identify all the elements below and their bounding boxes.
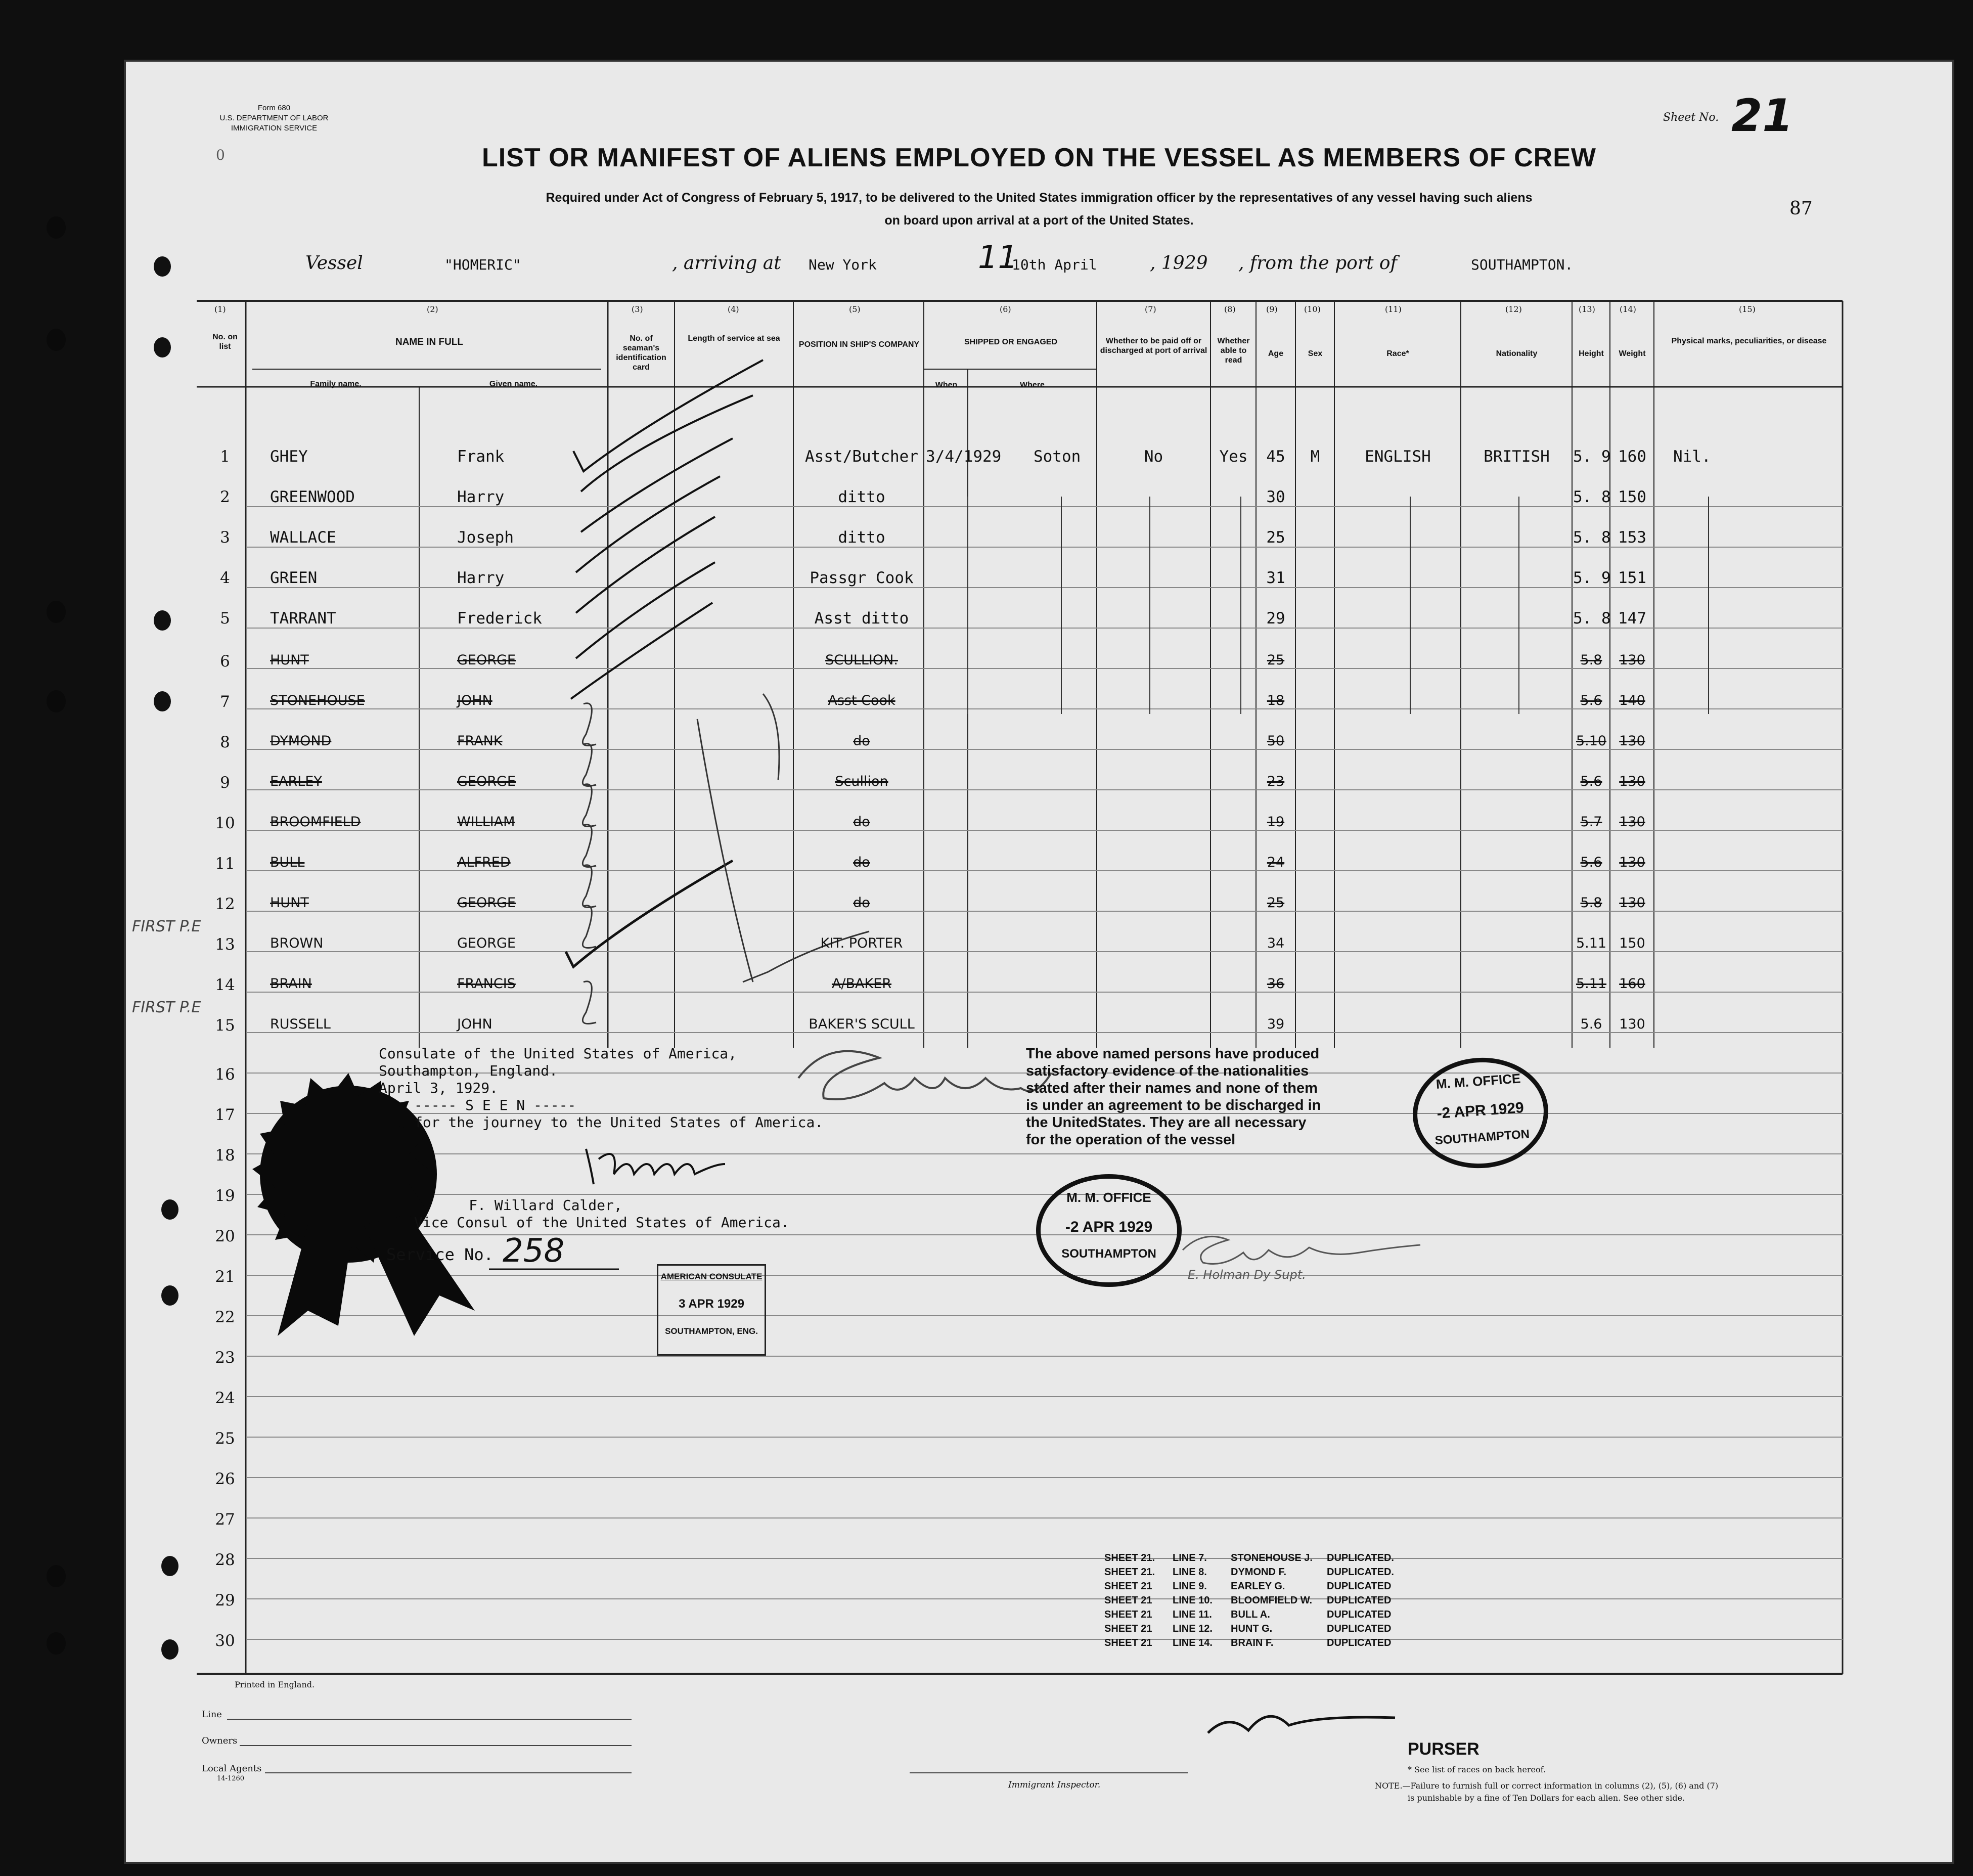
header-paid-off: Whether to be paid off or discharged at port of arrival [1100,337,1207,355]
height: 5. 8 [1573,488,1611,506]
col-num-1: (1) [214,304,226,314]
sheet-label: Sheet No. [1663,111,1719,124]
consul-name: F. Willard Calder, [469,1197,622,1214]
duplicate-status: DUPLICATED [1327,1595,1392,1606]
margin-note-first-pe: FIRST P.E [132,999,201,1016]
year-label: , 1929 [1150,253,1208,274]
weight: 130 [1619,855,1645,870]
duplicate-sheet: SHEET 21 [1104,1595,1152,1606]
duplicate-sheet: SHEET 21. [1104,1552,1155,1564]
line-number: 21 [215,1268,235,1286]
weight: 151 [1618,569,1646,587]
line-number: 28 [215,1551,235,1569]
duplicate-status: DUPLICATED. [1327,1567,1394,1578]
row-number: 6 [220,652,230,671]
weight: 150 [1618,488,1646,506]
age: 30 [1266,488,1285,506]
family-name: BRAIN [270,976,312,992]
height: 5.6 [1580,774,1602,789]
given-name: GEORGE [457,652,516,668]
header-age: Age [1268,349,1284,358]
given-name: JOHN [457,693,492,708]
col-num-2: (2) [427,304,438,314]
weight: 130 [1619,733,1645,749]
family-name: GREEN [270,569,318,587]
duplicate-name: HUNT G. [1231,1623,1273,1634]
form-code: 14-1260 [217,1775,245,1782]
able-to-read: Yes [1219,448,1248,466]
height: 5.6 [1580,693,1602,708]
arriving-label: , arriving at [672,253,781,274]
age: 34 [1267,935,1285,951]
col-num-7: (7) [1145,304,1156,314]
col-num-13: (13) [1579,304,1595,314]
family-name: HUNT [270,895,309,911]
row-number: 4 [220,569,230,587]
department-name: U.S. DEPARTMENT OF LABOR [219,114,329,122]
given-name: FRANCIS [457,976,516,992]
family-name: GHEY [270,448,308,466]
row-number: 3 [220,528,230,547]
col-num-11: (11) [1385,304,1402,314]
arrival-date: 10th April [1012,256,1097,273]
row-number: 11 [215,855,235,873]
height: 5.6 [1580,855,1602,870]
binder-hole [47,329,66,351]
given-name: Joseph [457,528,514,547]
certification-line-1: The above named persons have produced [1026,1046,1320,1062]
header-family-name: Family name. [310,380,362,388]
header-where: Where [1020,381,1045,389]
age: 39 [1267,1016,1285,1032]
given-name: WILLIAM [457,814,515,830]
family-name: BULL [270,855,305,870]
line-number: 19 [215,1187,235,1205]
row-number: 5 [220,609,230,628]
arriving-port: New York [809,256,877,273]
weight: 150 [1619,935,1645,951]
age: 18 [1267,693,1285,708]
row-number: 8 [220,733,230,751]
position: do [853,895,870,911]
position: do [853,733,870,749]
duplicate-status: DUPLICATED [1327,1609,1392,1620]
line-number: 26 [215,1470,235,1488]
duplicate-name: EARLEY G. [1231,1581,1285,1592]
duplicate-line: LINE 10. [1173,1595,1213,1606]
vessel-name: "HOMERIC" [444,256,521,273]
page-number: 87 [1789,198,1813,219]
holman-signature: E. Holman Dy Supt. [1188,1268,1306,1282]
line-number: 24 [215,1389,235,1407]
height: 5.6 [1580,1016,1602,1032]
penalty-note: NOTE.—Failure to furnish full or correct information in columns (2), (5), (6) and (7) [1375,1781,1719,1791]
line-number: 17 [215,1106,235,1124]
height: 5.11 [1576,935,1607,951]
header-position: POSITION IN SHIP'S COMPANY [798,340,920,349]
height: 5.7 [1580,814,1602,830]
col-num-10: (10) [1304,304,1321,314]
weight: 160 [1618,448,1646,466]
sex: M [1310,448,1320,466]
given-name: Frederick [457,609,542,628]
handwritten-day: 11 [978,239,1018,276]
header-weight: Weight [1619,349,1646,358]
footer-rules [126,62,1952,1862]
nationality: BRITISH [1484,448,1550,466]
mm-office-stamp: M. M. OFFICE -2 APR 1929 SOUTHAMPTON [1036,1174,1182,1287]
position: A/BAKER [831,976,892,992]
shipped-where: Soton [1034,448,1081,466]
purser-label: PURSER [1408,1739,1479,1759]
position: Scullion [835,774,888,789]
weight: 140 [1619,693,1645,708]
race: ENGLISH [1365,448,1431,466]
height: 5.10 [1576,733,1607,749]
page-title: LIST OR MANIFEST OF ALIENS EMPLOYED ON THE VESSEL AS MEMBERS OF CREW [482,143,1596,172]
duplicate-name: DYMOND F. [1231,1567,1286,1578]
family-name: GREENWOOD [270,488,355,506]
header-id-card: No. of seaman's identification card [616,334,666,372]
family-name: EARLEY [270,774,322,789]
age: 31 [1266,569,1285,587]
penalty-note-2: is punishable by a fine of Ten Dollars for each alien. See other side. [1408,1793,1685,1803]
duplicate-status: DUPLICATED [1327,1637,1392,1648]
given-name: Frank [457,448,505,466]
manifest-sheet [124,60,1954,1864]
line-number: 30 [215,1632,235,1650]
header-name-in-full: NAME IN FULL [395,337,464,347]
duplicate-line: LINE 11. [1173,1609,1212,1620]
age: 25 [1267,652,1285,668]
position: Asst Cook [828,693,895,708]
weight: 147 [1618,609,1646,628]
binder-hole [47,601,66,623]
consulate-line-1: Consulate of the United States of America, [379,1045,737,1062]
line-number: 27 [215,1510,235,1529]
weight: 130 [1619,814,1645,830]
header-sex: Sex [1308,349,1323,358]
row-number: 2 [220,488,230,506]
certification-line-3: stated after their names and none of them [1026,1080,1318,1096]
weight: 130 [1619,652,1645,668]
row-number: 9 [220,774,230,792]
age: 23 [1267,774,1285,789]
height: 5.11 [1576,976,1607,992]
binder-hole [47,216,66,239]
given-name: Harry [457,569,505,587]
row-number: 1 [220,448,230,466]
header-race: Race* [1386,349,1409,358]
from-port-label: , from the port of [1238,253,1397,274]
line-number: 29 [215,1591,235,1610]
position: Asst ditto [814,609,909,628]
position: SCULLION. [825,652,898,668]
position: ditto [838,528,885,547]
given-name: Harry [457,488,505,506]
line-number: 22 [215,1308,235,1326]
given-name: GEORGE [457,774,516,789]
position: ditto [838,488,885,506]
duplicate-name: BLOOMFIELD W. [1231,1595,1313,1606]
family-name: BROOMFIELD [270,814,361,830]
printed-note: Printed in England. [235,1680,315,1689]
family-name: RUSSELL [270,1016,331,1032]
certification-line-5: the UnitedStates. They are all necessary [1026,1114,1307,1131]
weight: 130 [1619,774,1645,789]
from-port: SOUTHAMPTON. [1471,256,1574,273]
height: 5. 9 [1573,569,1611,587]
weight: 130 [1619,1016,1645,1032]
col-num-4: (4) [728,304,739,314]
col-num-5: (5) [849,304,861,314]
height: 5. 8 [1573,528,1611,547]
header-read: Whether able to read [1217,337,1250,365]
family-name: WALLACE [270,528,336,547]
age: 25 [1267,895,1285,911]
margin-note-first-pe: FIRST P.E [132,918,201,935]
age: 19 [1267,814,1285,830]
height: 5.8 [1580,895,1602,911]
duplicate-name: BULL A. [1231,1609,1270,1620]
given-name: GEORGE [457,935,516,951]
consulate-line-3: April 3, 1929. [379,1080,499,1096]
duplicate-sheet: SHEET 21 [1104,1637,1152,1648]
certification-line-4: is under an agreement to be discharged in [1026,1097,1321,1113]
weight: 153 [1618,528,1646,547]
line-label: Line [202,1709,222,1720]
given-name: GEORGE [457,895,516,911]
row-number: 10 [215,814,235,832]
height: 5.8 [1580,652,1602,668]
header-when: When [935,381,958,389]
consulate-seen: ----- S E E N ----- [414,1097,576,1113]
header-given-name: Given name. [489,380,538,388]
row-number: 7 [220,693,230,711]
certification-line-2: satisfactory evidence of the nationalities [1026,1063,1309,1079]
certification-line-6: for the operation of the vessel [1026,1132,1236,1148]
subtitle-line-2: on board upon arrival at a port of the United States. [884,213,1194,228]
line-number: 18 [215,1146,235,1165]
owners-label: Owners [202,1735,238,1746]
given-name: ALFRED [457,855,511,870]
subtitle-line-1: Required under Act of Congress of February 5, 1917, to be delivered to the United States immigration officer by the representatives of any vessel having such aliens [546,191,1533,205]
position: Passgr Cook [810,569,914,587]
col-num-3: (3) [632,304,643,314]
duplicate-status: DUPLICATED. [1327,1552,1394,1564]
sheet-number: 21 [1731,90,1793,142]
header-physical-marks: Physical marks, peculiarities, or disease [1671,337,1827,345]
col-num-14: (14) [1620,304,1636,314]
consul-title: Vice Consul of the United States of America. [414,1214,789,1231]
consulate-journey: for the journey to the United States of America. [414,1114,824,1131]
col-num-6: (6) [1000,304,1011,314]
line-number: 16 [215,1065,235,1084]
service-name: IMMIGRATION SERVICE [231,124,318,132]
col-num-8: (8) [1224,304,1236,314]
header-service-length: Length of service at sea [688,334,780,343]
col-num-12: (12) [1505,304,1522,314]
consulate-stamp: AMERICAN CONSULATE 3 APR 1929 SOUTHAMPTON, ENG. [657,1264,766,1356]
duplicate-status: DUPLICATED [1327,1581,1392,1592]
position: do [853,814,870,830]
duplicate-line: LINE 14. [1173,1637,1213,1648]
position: Asst/Butcher [805,448,918,466]
given-name: JOHN [457,1016,492,1032]
header-no-on-list: No. on list [212,333,238,351]
col-num-9: (9) [1266,304,1278,314]
position: do [853,855,870,870]
row-number: 13 [215,935,235,954]
duplicate-sheet: SHEET 21 [1104,1609,1152,1620]
line-number: 25 [215,1430,235,1448]
duplicate-sheet: SHEET 21 [1104,1581,1152,1592]
family-name: HUNT [270,652,309,668]
height: 5. 8 [1573,609,1611,628]
duplicate-sheet: SHEET 21. [1104,1567,1155,1578]
header-height: Height [1579,349,1604,358]
binder-hole [47,690,66,712]
binder-hole [47,1632,66,1655]
service-number-label: Service No. [386,1245,494,1264]
weight: 130 [1619,895,1645,911]
consulate-line-2: Southampton, England. [379,1062,558,1079]
row-number: 15 [215,1016,235,1035]
position: KIT. PORTER [820,935,903,951]
duplicate-line: LINE 12. [1173,1623,1213,1634]
age: 25 [1266,528,1285,547]
duplicate-sheet: SHEET 21 [1104,1623,1152,1634]
age: 36 [1267,976,1285,992]
header-nationality: Nationality [1496,349,1538,358]
age: 45 [1266,448,1285,466]
local-agents-label: Local Agents [202,1763,262,1774]
mm-office-stamp: M. M. OFFICE -2 APR 1929 SOUTHAMPTON [1409,1053,1552,1173]
races-note: * See list of races on back hereof. [1408,1765,1546,1774]
duplicate-name: BRAIN F. [1231,1637,1274,1648]
family-name: TARRANT [270,609,336,628]
shipped-when: 3/4/1929 [926,448,1002,466]
paid-off: No [1144,448,1163,466]
age: 29 [1266,609,1285,628]
binder-hole [47,1565,66,1587]
duplicate-line: LINE 7. [1173,1552,1207,1564]
physical-marks: Nil. [1673,448,1711,466]
given-name: FRANK [457,733,503,749]
immigrant-inspector-label: Immigrant Inspector. [1008,1780,1101,1790]
row-number: 14 [215,976,235,994]
vessel-label: Vessel [305,253,363,274]
form-number: Form 680 [257,104,291,112]
position: BAKER'S SCULL [809,1016,915,1032]
duplicate-name: STONEHOUSE J. [1231,1552,1313,1564]
age: 24 [1267,855,1285,870]
line-number: 20 [215,1227,235,1245]
corner-mark: 0 [216,147,225,163]
line-number: 23 [215,1349,235,1367]
age: 50 [1267,733,1285,749]
family-name: DYMOND [270,733,332,749]
duplicate-line: LINE 8. [1173,1567,1207,1578]
col-num-15: (15) [1739,304,1756,314]
header-shipped: SHIPPED OR ENGAGED [964,338,1058,346]
row-number: 12 [215,895,235,913]
service-number: 258 [503,1232,565,1270]
weight: 160 [1619,976,1645,992]
duplicate-line: LINE 9. [1173,1581,1207,1592]
family-name: STONEHOUSE [270,693,365,708]
height: 5. 9 [1573,448,1611,466]
family-name: BROWN [270,935,324,951]
duplicate-status: DUPLICATED [1327,1623,1392,1634]
